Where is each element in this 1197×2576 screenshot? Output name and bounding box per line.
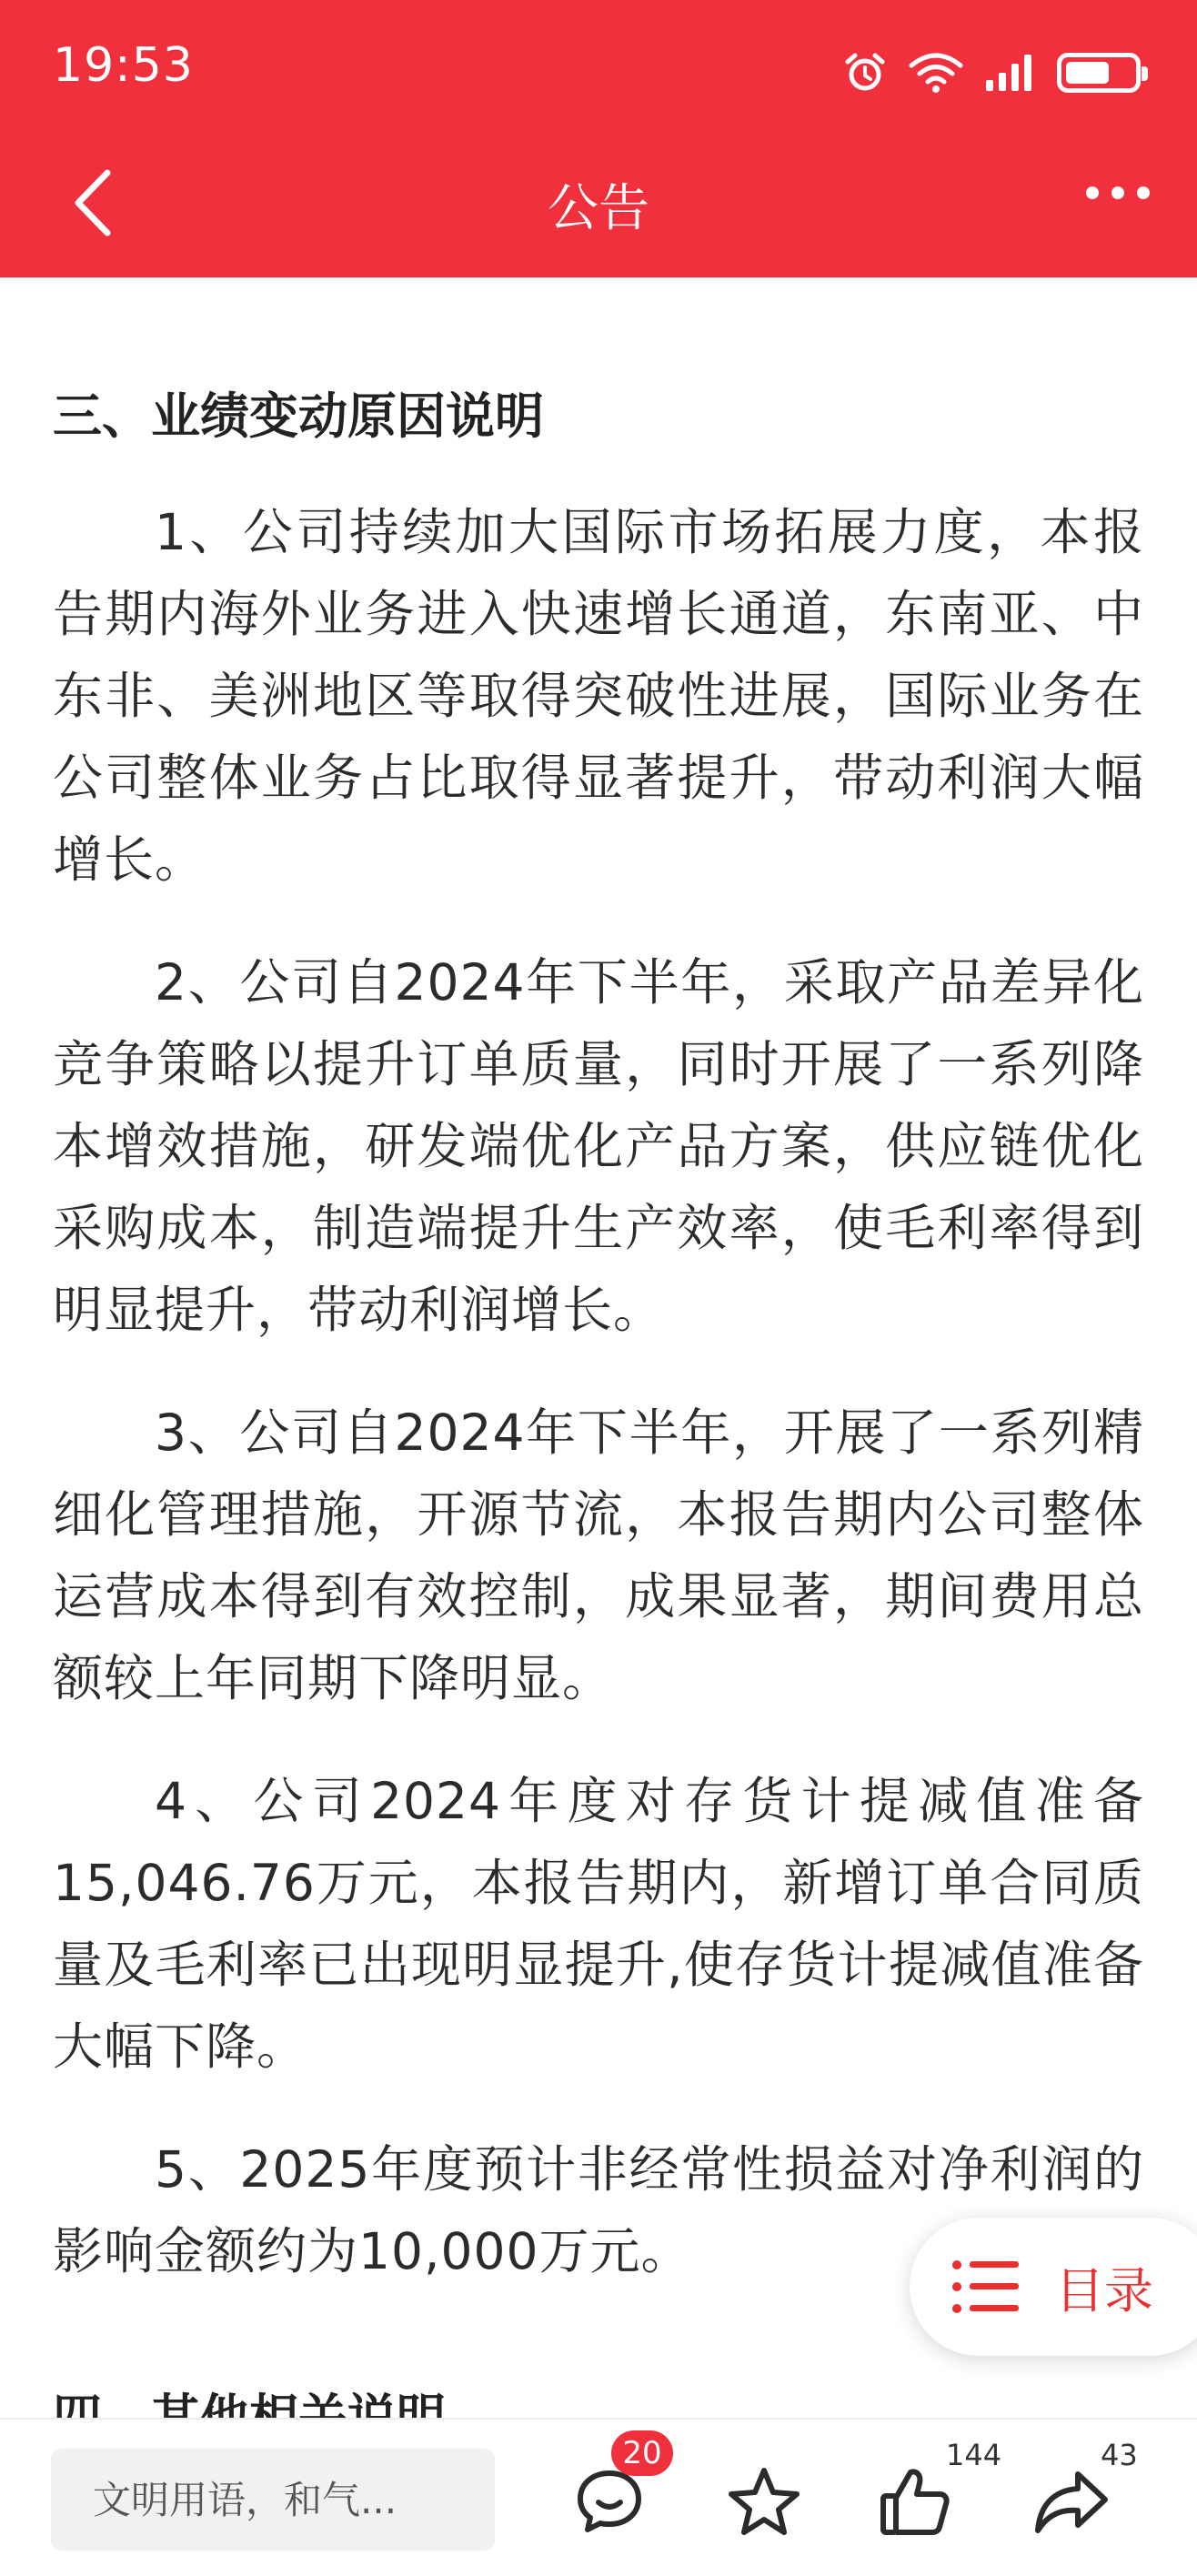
list-icon bbox=[951, 2258, 1021, 2316]
like-count: 144 bbox=[946, 2438, 1002, 2472]
paragraph-5: 5、2025年度预计非经常性损益对净利润的影响金额约为10,000万元。 bbox=[53, 2140, 1144, 2280]
favorite-button[interactable] bbox=[719, 2456, 810, 2547]
paragraph-2: 2、公司自2024年下半年，采取产品差异化竞争策略以提升订单质量，同时开展了一系列降本增效措施，研发端优化产品方案，供应链优化采购成本，制造端提升生产效率，使毛利率得到明显提升，带动利润增长。 bbox=[53, 953, 1144, 1339]
wifi-icon bbox=[908, 51, 964, 95]
bottom-action-bar bbox=[0, 2418, 1197, 2576]
share-count: 43 bbox=[1101, 2438, 1138, 2472]
toc-label: 目录 bbox=[1055, 2261, 1153, 2319]
paragraph-3: 3、公司自2024年下半年，开展了一系列精细化管理措施，开源节流，本报告期内公司整体运营成本得到有效控制，成果显著，期间费用总额较上年同期下降明显。 bbox=[53, 1404, 1144, 1707]
toc-button[interactable] bbox=[910, 2218, 1197, 2356]
paragraph-4: 4、公司2024年度对存货计提减值准备15,046.76万元，本报告期内，新增订单合同质量及毛利率已出现明显提升,使存货计提减值准备大幅下降。 bbox=[53, 1772, 1144, 2076]
share-icon bbox=[1032, 2467, 1111, 2536]
paragraph-1: 1、公司持续加大国际市场拓展力度，本报告期内海外业务进入快速增长通道，东南亚、中东非、美洲地区等取得突破性进展，国际业务在公司整体业务占比取得显著提升，带动利润大幅增长。 bbox=[53, 503, 1144, 889]
comment-count-badge: 20 bbox=[611, 2430, 673, 2476]
thumbs-up-icon bbox=[876, 2463, 952, 2540]
section-heading: 三、业绩变动原因说明 bbox=[53, 387, 544, 445]
comment-input[interactable] bbox=[51, 2449, 495, 2551]
app-header bbox=[0, 0, 1197, 277]
star-icon bbox=[726, 2465, 802, 2538]
page-title: 公告 bbox=[548, 179, 649, 238]
signal-icon bbox=[984, 53, 1037, 93]
more-icon bbox=[1086, 186, 1099, 199]
alarm-icon bbox=[842, 50, 888, 96]
battery-icon bbox=[1057, 53, 1141, 93]
more-button[interactable] bbox=[1086, 186, 1150, 199]
status-time: 19:53 bbox=[53, 38, 194, 93]
status-icons bbox=[842, 45, 1141, 100]
